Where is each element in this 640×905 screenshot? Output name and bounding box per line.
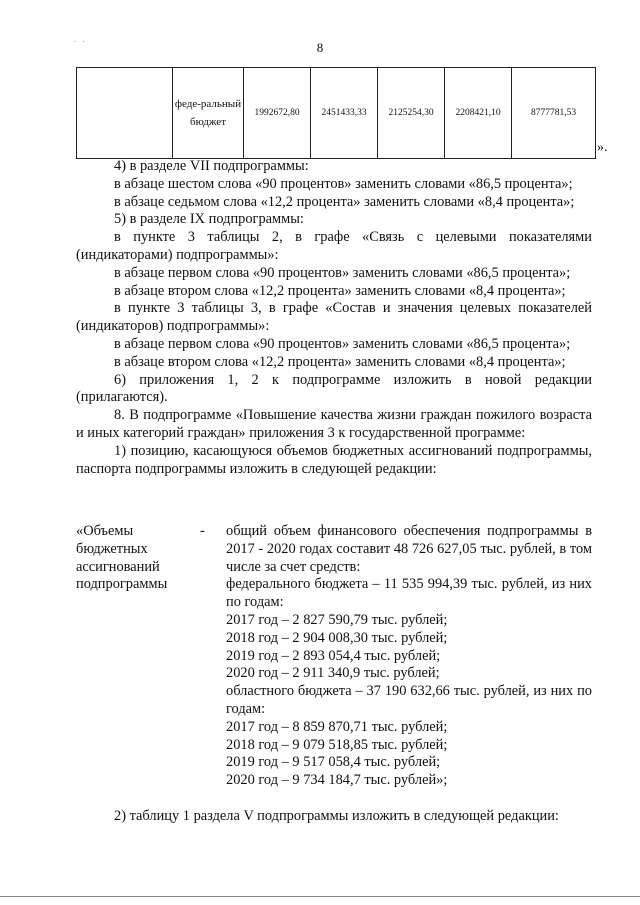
paragraph: 8. В подпрограмме «Повышение качества жизни граждан пожилого возраста и иных категорий граждан» приложения 3 к государственной программе: bbox=[76, 407, 592, 441]
passport-line: 2019 год – 2 893 054,4 тыс. рублей; bbox=[226, 647, 441, 664]
passport-line: 2020 год – 9 734 184,7 тыс. рублей»; bbox=[226, 772, 448, 789]
passport-line: областного бюджета – 37 190 632,66 тыс. рублей, из них по годам: bbox=[226, 683, 592, 717]
passport-line: 2017 год – 8 859 870,71 тыс. рублей; bbox=[226, 718, 448, 735]
paragraph: в пункте 3 таблицы 2, в графе «Связь с целевыми показателями (индикаторами) подпрограммы»: bbox=[76, 229, 592, 263]
table-empty-cell bbox=[77, 68, 173, 159]
passport-line: 2018 год – 2 904 008,30 тыс. рублей; bbox=[226, 629, 448, 646]
page-number: 8 bbox=[316, 40, 324, 55]
paragraph: в абзаце первом слова «90 процентов» заменить словами «86,5 процента»; bbox=[114, 335, 571, 352]
table-value-cell: 2125254,30 bbox=[378, 68, 445, 159]
table-row bbox=[77, 68, 596, 159]
paragraph: в абзаце седьмом слова «12,2 процента» заменить словами «8,4 процента»; bbox=[114, 193, 575, 210]
passport-line: 2020 год – 2 911 340,9 тыс. рублей; bbox=[226, 665, 440, 682]
table-value-cell: 8777781,53 bbox=[512, 68, 596, 159]
table-value-cell: 1992672,80 bbox=[244, 68, 311, 159]
table-value-cell: 2208421,10 bbox=[445, 68, 512, 159]
passport-content bbox=[226, 523, 592, 790]
paragraph: в абзаце первом слова «90 процентов» заменить словами «86,5 процента»; bbox=[114, 264, 571, 281]
paragraph: в пункте 3 таблицы 3, в графе «Состав и значения целевых показателей (индикаторов) подпрограммы»: bbox=[76, 300, 592, 335]
passport-label bbox=[76, 523, 216, 594]
bottom-divider bbox=[0, 896, 640, 897]
passport-label-line: «Объемы bbox=[76, 523, 134, 539]
paragraph: 5) в разделе IX подпрограммы: bbox=[114, 211, 304, 228]
passport-line: общий объем финансового обеспечения подпрограммы в 2017 - 2020 годах составит 48 726 627,05 тыс. рублей, в том числе за счет средств: bbox=[226, 523, 592, 575]
paragraph: в абзаце шестом слова «90 процентов» заменить словами «86,5 процента»; bbox=[114, 175, 573, 192]
closing-quote: ». bbox=[597, 140, 608, 155]
passport-label-line: подпрограммы bbox=[76, 576, 168, 593]
table-label-cell bbox=[173, 68, 244, 159]
passport-line: 2017 год – 2 827 590,79 тыс. рублей; bbox=[226, 611, 448, 628]
paragraph: 6) приложения 1, 2 к подпрограмме изложить в новой редакции (прилагаются). bbox=[76, 371, 592, 406]
passport-dash: - bbox=[200, 523, 205, 539]
paragraph: 4) в разделе VII подпрограммы: bbox=[114, 158, 309, 174]
passport-line: 2019 год – 9 517 058,4 тыс. рублей; bbox=[226, 754, 441, 771]
final-paragraph: 2) таблицу 1 раздела V подпрограммы изложить в следующей редакции: bbox=[114, 808, 559, 824]
paragraph: в абзаце втором слова «12,2 процента» заменить словами «8,4 процента»; bbox=[114, 282, 566, 299]
paragraph: 1) позицию, касающуюся объемов бюджетных ассигнований подпрограммы, паспорта подпрограммы изложить в следующей редакции: bbox=[76, 442, 592, 477]
passport-label-line: бюджетных bbox=[76, 540, 148, 557]
table-value-cell: 2451433,33 bbox=[311, 68, 378, 159]
budget-table bbox=[76, 67, 596, 159]
passport-line: 2018 год – 9 079 518,85 тыс. рублей; bbox=[226, 736, 448, 753]
table-label: феде-ральный бюджет bbox=[174, 98, 242, 128]
paragraph: в абзаце втором слова «12,2 процента» заменить словами «8,4 процента»; bbox=[114, 353, 566, 370]
passport-label-line: ассигнований bbox=[76, 558, 160, 575]
body-text bbox=[76, 158, 592, 478]
passport-line: федерального бюджета – 11 535 994,39 тыс. рублей, из них по годам: bbox=[226, 576, 592, 611]
corner-mark: . . bbox=[74, 34, 87, 44]
